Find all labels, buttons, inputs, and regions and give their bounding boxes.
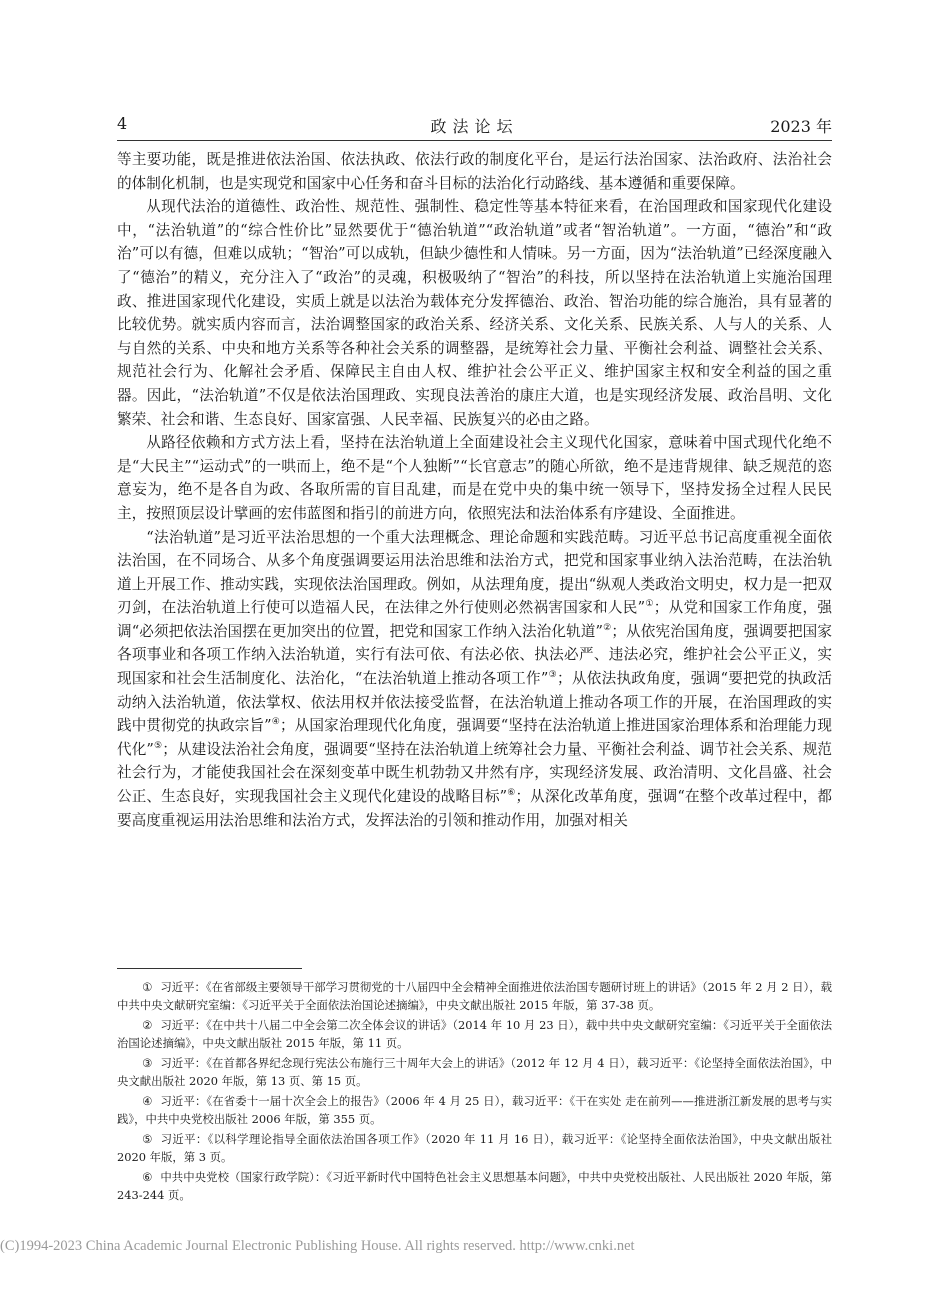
copyright-watermark: (C)1994-2023 China Academic Journal Electronic Publishing House. All rights reserved. http://www.cnki.net xyxy=(0,1238,635,1254)
footnote-number: ③ xyxy=(142,1055,153,1070)
footnote-number: ④ xyxy=(142,1093,153,1108)
footnote-6 xyxy=(117,1168,832,1204)
footnote-1 xyxy=(117,978,832,1014)
footnote-number: ① xyxy=(142,980,153,994)
paragraph-1: 等主要功能，既是推进依法治国、依法执政、依法行政的制度化平台，是运行法治国家、法治政府、法治社会的体制化机制，也是实现党和国家中心任务和奋斗目标的法治化行动路线、基本遵循和重要保障。 xyxy=(117,151,832,192)
paragraph-4-part-d: ；从依法执政角度，强调“要把党的执政活动纳入法治轨道，依法掌权、依法用权并依法接受监督，在法治轨道上推动各项工作的开展，在治国理政的实践中贯彻党的执政宗旨” xyxy=(117,670,832,735)
running-header xyxy=(117,110,832,140)
footnote-ref-6[interactable]: ⑥ xyxy=(507,788,516,799)
footnote-text: 习近平：《在中共十八届二中全会第二次全体会议的讲话》（2014 年 10 月 23 日），载中共中央文献研究室编：《习近平关于全面依法治国论述摘编》，中央文献出版社 2015 年版，第 11 页。 xyxy=(117,1017,832,1051)
footnote-ref-3[interactable]: ③ xyxy=(548,670,557,681)
paragraph-4-part-b: ；从党和国家工作角度，强调“必须把依法治国摆在更加突出的位置，把党和国家工作纳入法治化轨道” xyxy=(117,599,832,640)
paragraph-4-part-c: ；从依宪治国角度，强调要把国家各项事业和各项工作纳入法治轨道，实行有法可依、有法必依、执法必严、违法必究，维护社会公平正义，实现国家和社会生活制度化、法治化，“在法治轨道上推动各项工作” xyxy=(117,622,832,688)
header-rule xyxy=(117,140,832,141)
footnote-number: ② xyxy=(142,1017,153,1032)
paragraph-4-part-g: ；从深化改革角度，强调“在整个改革过程中，都要高度重视运用法治思维和法治方式，发挥法治的引领和推动作用，加强对相关 xyxy=(117,788,833,829)
paragraph-4-part-f: ；从建设法治社会角度，强调要“坚持在法治轨道上统筹社会力量、平衡社会利益、调节社会关系、规范社会行为，才能使我国社会在深刻变革中既生机勃勃又井然有序，实现经济发展、政治清明、文化昌盛、社会公正、生态良好，实现我国社会主义现代化建设的战略目标” xyxy=(117,740,832,806)
footnote-text: 习近平：《在省部级主要领导干部学习贯彻党的十八届四中全会精神全面推进依法治国专题研讨班上的讲话》（2015 年 2 月 2 日），载中共中央文献研究室编：《习近平关于全面依法治国论述摘编》，中央文献出版社 2015 年版，第 37-38 页。 xyxy=(117,980,832,1013)
footnote-ref-2[interactable]: ② xyxy=(603,623,612,634)
footnote-number: ⑤ xyxy=(142,1131,153,1146)
footnote-text: 习近平：《在首都各界纪念现行宪法公布施行三十周年大会上的讲话》（2012 年 12 月 4 日），载习近平：《论坚持全面依法治国》，中央文献出版社 2020 年版，第 13 页、第 15 页。 xyxy=(117,1055,832,1089)
footnote-2 xyxy=(117,1016,832,1052)
paragraph-4-part-a: “法治轨道”是习近平法治思想的一个重大法理概念、理论命题和实践范畴。习近平总书记高度重视全面依法治国，在不同场合、从多个角度强调要运用法治思维和法治方式，把党和国家事业纳入法治范畴，在法治轨道上开展工作、推动实践，实现依法治国理政。例如，从法理角度，提出“纵观人类政治文明史，权力是一把双刃剑，在法治轨道上行使可以造福人民，在法律之外行使则必然祸害国家和人民” xyxy=(117,528,832,617)
paragraph-4-part-e: ；从国家治理现代化角度，强调要“坚持在法治轨道上推进国家治理体系和治理能力现代化” xyxy=(117,717,832,758)
footnote-4 xyxy=(117,1092,832,1128)
footnote-ref-5[interactable]: ⑤ xyxy=(153,740,163,751)
paragraph-4 xyxy=(117,526,832,833)
journal-year: 2023 年 xyxy=(770,117,832,136)
footnotes xyxy=(117,978,832,1205)
paragraph-3: 从路径依赖和方式方法上看，坚持在法治轨道上全面建设社会主义现代化国家，意味着中国式现代化绝不是“大民主”“运动式”的一哄而上，绝不是“个人独断”“长官意志”的随心所欲，绝不是违背规律、缺乏规范的恣意妄为，绝不是各自为政、各取所需的盲目乱建，而是在党中央的集中统一领导下，坚持发扬全过程人民民主，按照顶层设计擘画的宏伟蓝图和指引的前进方向，依照宪法和法治体系有序建设、全面推进。 xyxy=(117,434,832,522)
footnote-text: 习近平：《在省委十一届十次全会上的报告》（2006 年 4 月 25 日），载习近平：《干在实处 走在前列——推进浙江新发展的思考与实践》，中共中央党校出版社 2006 年版，第 355 页。 xyxy=(117,1093,832,1126)
footnote-3 xyxy=(117,1054,832,1090)
footnote-ref-1[interactable]: ① xyxy=(645,599,654,610)
footnote-text: 习近平：《以科学理论指导全面依法治国各项工作》（2020 年 11 月 16 日），载习近平：《论坚持全面依法治国》，中央文献出版社 2020 年版，第 3 页。 xyxy=(117,1131,832,1164)
footnote-5 xyxy=(117,1130,832,1166)
footnote-text: 中共中央党校（国家行政学院）：《习近平新时代中国特色社会主义思想基本问题》，中共中央党校出版社、人民出版社 2020 年版，第 243-244 页。 xyxy=(117,1169,832,1202)
paragraph-2: 从现代法治的道德性、政治性、规范性、强制性、稳定性等基本特征来看，在治国理政和国家现代化建设中，“法治轨道”的“综合性价比”显然要优于“德治轨道”“政治轨道”或者“智治轨道”。一方面，“德治”和“政治”可以有德，但难以成轨；“智治”可以成轨，但缺少德性和人情味。另一方面，因为“法治轨道”已经深度融入了“德治”的精义，充分注入了“政治”的灵魂，积极吸纳了“智治”的科技，所以坚持在法治轨道上实施治国理政、推进国家现代化建设，实质上就是以法治为载体充分发挥德治、政治、智治功能的综合施治，具有显著的比较优势。就实质内容而言，法治调整国家的政治关系、经济关系、文化关系、民族关系、人与人的关系、人与自然的关系、中央和地方关系等各种社会关系的调整器，是统筹社会力量、平衡社会利益、调整社会关系、规范社会行为、化解社会矛盾、保障民主自由人权、维护社会公平正义、维护国家主权和安全利益的国之重器。因此，“法治轨道”不仅是依法治国理政、实现良法善治的康庄大道，也是实现经济发展、政治昌明、文化繁荣、社会和谐、生态良好、国家富强、人民幸福、民族复兴的必由之路。 xyxy=(117,198,832,428)
article-body xyxy=(117,148,832,832)
footnote-number: ⑥ xyxy=(142,1169,153,1184)
footnote-ref-4[interactable]: ④ xyxy=(271,717,280,728)
footnote-rule xyxy=(117,968,302,969)
page-number: 4 xyxy=(117,114,128,133)
journal-title: 政法论坛 xyxy=(430,117,519,136)
